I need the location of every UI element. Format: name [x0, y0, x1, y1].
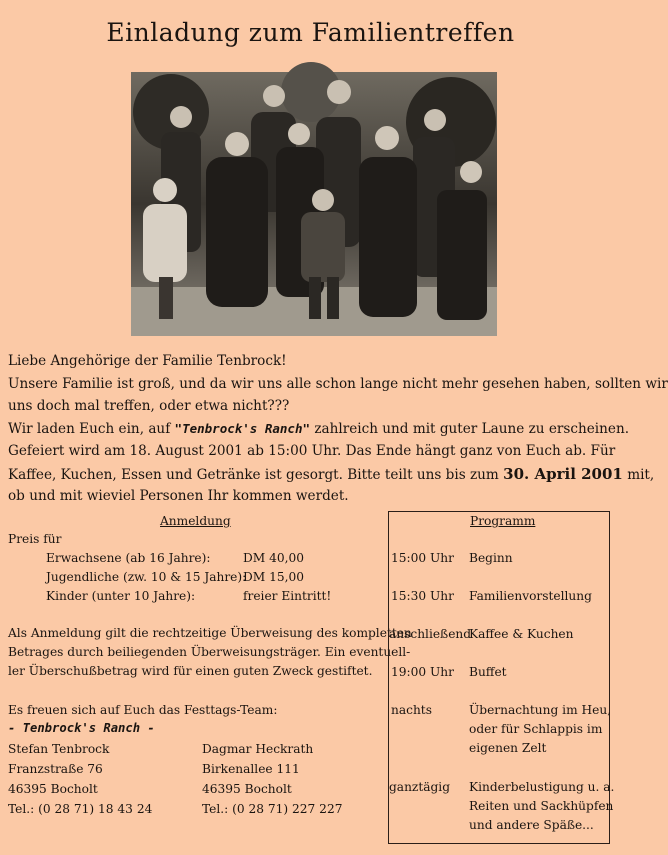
deadline-date: 30. April 2001: [503, 464, 623, 483]
letter-line: Unsere Familie ist groß, und da wir uns alle schon lange nicht mehr gesehen haben, sollten wir: [8, 375, 668, 392]
letter-line: ob und mit wieviel Personen Ihr kommen werdet.: [8, 488, 349, 504]
price-group: Erwachsene (ab 16 Jahre):: [46, 551, 211, 565]
ranch-name: "Tenbrock's Ranch": [174, 420, 311, 436]
price-value: DM 40,00: [243, 551, 305, 565]
family-photo: [131, 72, 497, 336]
programm-event: Kaffee & Kuchen: [469, 627, 574, 641]
contact-street: Franzstraße 76: [8, 762, 103, 776]
programm-event: Familienvorstellung: [469, 589, 592, 603]
contact-street: Birkenallee 111: [202, 762, 300, 776]
team-name: - Tenbrock's Ranch -: [8, 721, 155, 735]
price-group: Kinder (unter 10 Jahre):: [46, 589, 196, 603]
page-title: Einladung zum Familientreffen: [106, 18, 515, 47]
anmeldung-heading: Anmeldung: [160, 514, 231, 528]
programm-time: 15:00 Uhr: [391, 551, 454, 565]
programm-event: Buffet: [469, 665, 507, 679]
programm-event: Kinderbelustigung u. a.: [469, 780, 615, 794]
letter-line: Kaffee, Kuchen, Essen und Getränke ist gesorgt. Bitte teilt uns bis zum 30. April 2001 mit,: [8, 464, 655, 483]
programm-event: Reiten und Sackhüpfen: [469, 799, 614, 813]
payment-note: Betrages durch beiliegenden Überweisungsträger. Ein eventuell-: [8, 645, 411, 659]
programm-heading: Programm: [470, 514, 536, 528]
programm-time: 19:00 Uhr: [391, 665, 454, 679]
contact-name: Dagmar Heckrath: [202, 742, 314, 756]
programm-event: Übernachtung im Heu,: [469, 703, 612, 717]
letter-line: Wir laden Euch ein, auf "Tenbrock's Ranch" zahlreich und mit guter Laune zu erscheinen.: [8, 420, 630, 437]
contact-tel: Tel.: (0 28 71) 227 227: [202, 802, 343, 816]
team-line: Es freuen sich auf Euch das Festtags-Team:: [8, 703, 278, 717]
letter-line: Gefeiert wird am 18. August 2001 ab 15:00 Uhr. Das Ende hängt ganz von Euch ab. Für: [8, 443, 616, 459]
programm-event: und andere Späße...: [469, 818, 594, 832]
contact-tel: Tel.: (0 28 71) 18 43 24: [8, 802, 153, 816]
programm-event: oder für Schlappis im: [469, 722, 603, 736]
contact-city: 46395 Bocholt: [202, 782, 292, 796]
programm-time: ganztägig: [389, 780, 451, 794]
payment-note: Als Anmeldung gilt die rechtzeitige Überweisung des kompletten: [8, 626, 412, 640]
contact-city: 46395 Bocholt: [8, 782, 98, 796]
price-group: Jugendliche (zw. 10 & 15 Jahre):: [46, 570, 247, 584]
payment-note: ler Überschußbetrag wird für einen guten Zweck gestiftet.: [8, 664, 373, 678]
price-value: DM 15,00: [243, 570, 305, 584]
contact-name: Stefan Tenbrock: [8, 742, 110, 756]
price-value: freier Eintritt!: [243, 589, 332, 603]
programm-time: nachts: [391, 703, 432, 717]
programm-time: 15:30 Uhr: [391, 589, 454, 603]
letter-line: uns doch mal treffen, oder etwa nicht???: [8, 398, 290, 414]
letter-greeting: Liebe Angehörige der Familie Tenbrock!: [8, 353, 287, 369]
price-label: Preis für: [8, 532, 62, 546]
programm-event: eigenen Zelt: [469, 741, 547, 755]
programm-time: anschließend: [389, 627, 472, 641]
programm-event: Beginn: [469, 551, 513, 565]
